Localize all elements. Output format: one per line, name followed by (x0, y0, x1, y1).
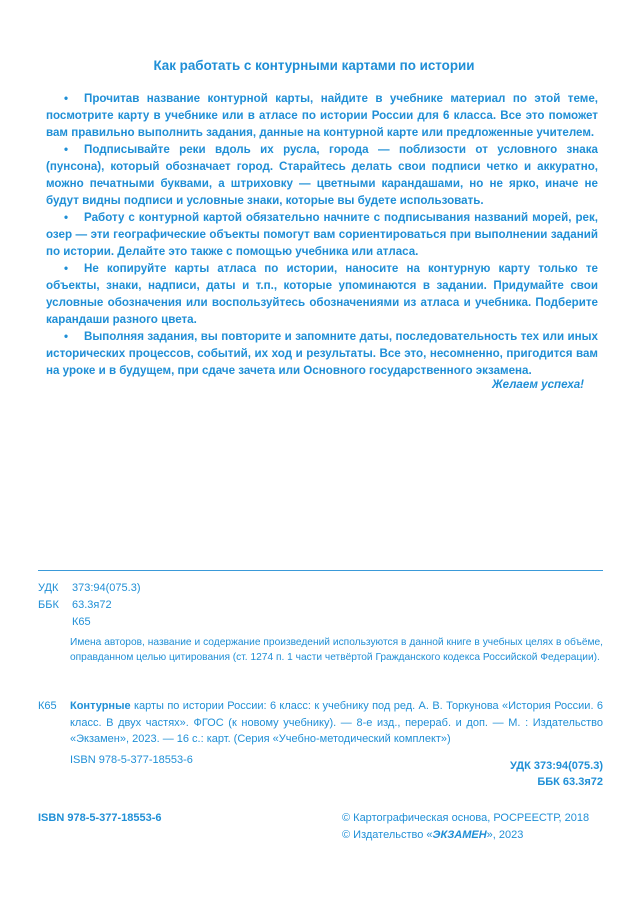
rule-text-4: Не копируйте карты атласа по истории, наносите на контурную карту только те объекты, знаки, надписи, даты и т.п., которые упоминаются в задании. Придумайте свои условные обозначения или воспользуйтесь обозначениями из атласа и учебника. Подберите карандаши разного цвета. (46, 262, 598, 326)
list-item (46, 141, 598, 209)
udc-right-block (510, 758, 603, 790)
closing-wish: Желаем успеха! (492, 378, 584, 391)
isbn-bold: ISBN 978-5-377-18553-6 (38, 812, 162, 824)
udc-right-bbk: ББК 63.3я72 (537, 776, 603, 788)
list-item (46, 90, 598, 141)
copyright-publisher: © Издательство «ЭКЗАМЕН», 2023 (342, 829, 524, 841)
bullet-icon: • (64, 211, 69, 224)
publisher-brand: ЭКЗАМЕН (432, 829, 487, 841)
author-mark: К65 (72, 616, 91, 628)
list-item (46, 328, 598, 379)
author-mark-line (38, 614, 141, 631)
copyrights (342, 810, 589, 844)
udc-right-udc: УДК 373:94(075.3) (510, 760, 603, 772)
bullet-icon: • (64, 330, 69, 343)
biblio-description: карты по истории России: 6 класс: к учебнику под ред. А. В. Торкунова «История России. 6 класс. В двух частях». ФГОС (к новому учебнику). — 8-е изд., перераб. и доп. — М. : Издательство «Экзамен», 2023. — 16 с.: карт. (Серия «Учебно-методический комплект») (70, 700, 603, 745)
list-item (46, 260, 598, 328)
udc-line (38, 580, 141, 597)
copyright-map: © Картографическая основа, РОСРЕЕСТР, 2018 (342, 812, 590, 824)
biblio-lead-word: Контурные (70, 700, 131, 712)
instructions-list (46, 90, 598, 379)
biblio-code: К65 (38, 700, 57, 712)
bbk-label: ББК (38, 599, 59, 611)
rule-text-3: Работу с контурной картой обязательно начните с подписывания названий морей, рек, озер — эти географические объекты помогут вам сориентироваться при выполнении заданий по истории. Делайте это также с помощью учебника или атласа. (46, 211, 598, 258)
copyright-notice: Имена авторов, название и содержание произведений используются в данной книге в учебных целях в объёме, оправданном целью цитирования (ст. 1274 п. 1 части четвёртой Гражданского кодекса Российской Федерации). (70, 637, 603, 663)
page-title: Как работать с контурными картами по истории (153, 58, 475, 73)
udc-block (38, 580, 141, 631)
bullet-icon: • (64, 143, 69, 156)
udc-label: УДК (38, 582, 59, 594)
biblio-text (70, 698, 603, 748)
bullet-icon: • (64, 262, 69, 275)
bbk-line (38, 597, 141, 614)
rule-text-2: Подписывайте реки вдоль их русла, города — поблизости от условного знака (пунсона), который обозначает город. Старайтесь делать свои подписи четко и аккуратно, можно печатными буквами, а штриховку — цветными карандашами, но не ярко, иначе не будут видны подписи и условные знаки, которые вы будете использовать. (46, 143, 598, 207)
bullet-icon: • (64, 92, 69, 105)
bbk-value: 63.3я72 (72, 599, 112, 611)
biblio-isbn: ISBN 978-5-377-18553-6 (70, 753, 193, 766)
list-item (46, 209, 598, 260)
udc-value: 373:94(075.3) (72, 582, 141, 594)
divider (38, 570, 603, 571)
rule-text-1: Прочитав название контурной карты, найдите в учебнике материал по этой теме, посмотрите карту в учебнике или в атласе по истории России для 6 класса. Все это поможет вам правильно выполнить задания, данные на контурной карте или предложенные учителем. (46, 92, 598, 139)
rule-text-5: Выполняя задания, вы повторите и запомните даты, последовательность тех или иных исторических процессов, событий, их ход и результаты. Все это, несомненно, пригодится вам на уроке и в будущем, при сдаче зачета или Основного государственного экзамена. (46, 330, 598, 377)
